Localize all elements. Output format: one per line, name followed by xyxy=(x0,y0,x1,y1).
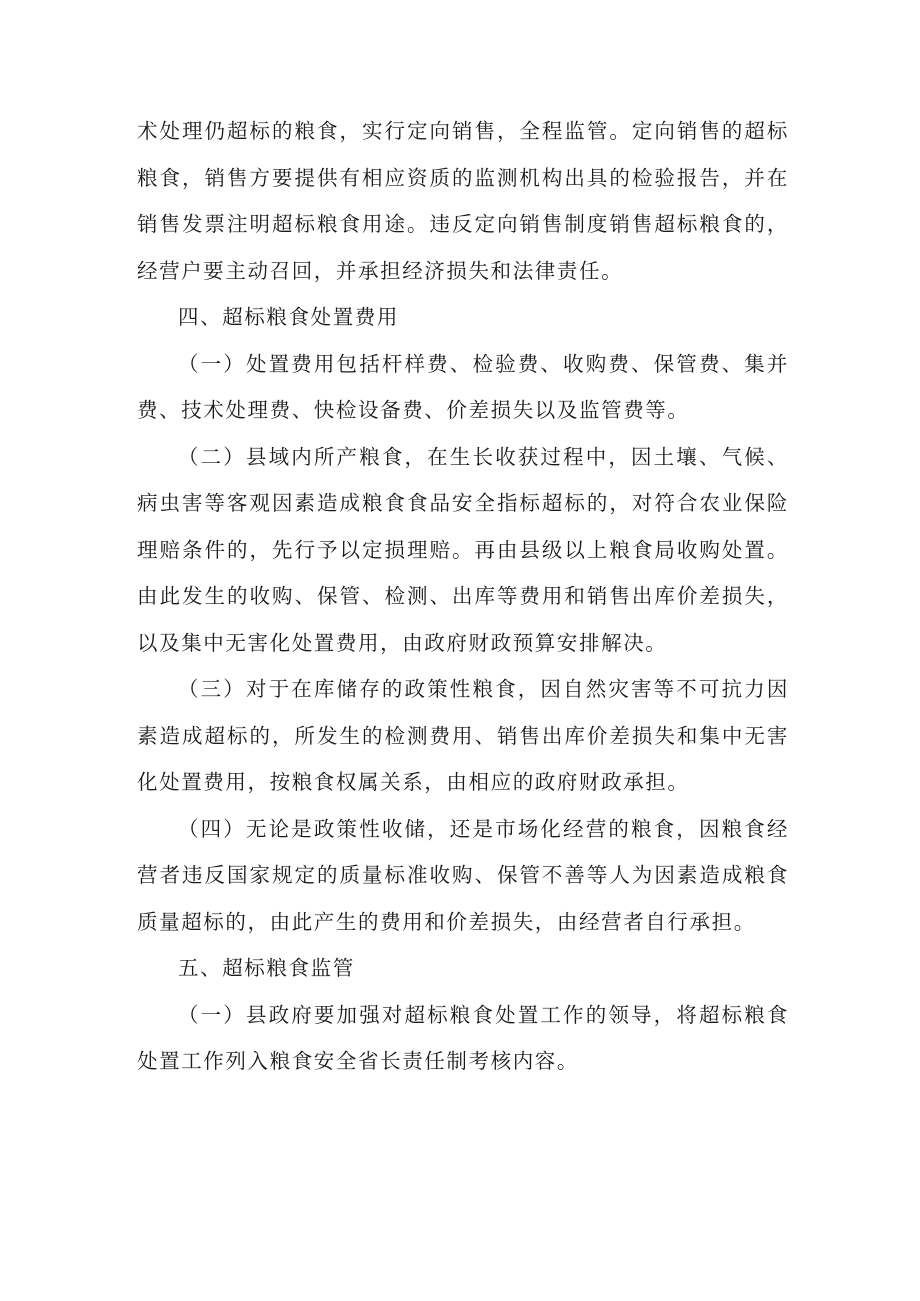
paragraph-4-3: （三）对于在库储存的政策性粮食，因自然灾害等不可抗力因素造成超标的，所发生的检测费用、销售出库价差损失和集中无害化处置费用，按粮食权属关系，由相应的政府财政承担。 xyxy=(137,677,789,794)
section-heading-4: 四、超标粮食处置费用 xyxy=(178,305,399,329)
paragraph-4-4: （四）无论是政策性收储，还是市场化经营的粮食，因粮食经营者违反国家规定的质量标准收购、保管不善等人为因素造成粮食质量超标的，由此产生的费用和价差损失，由经营者自行承担。 xyxy=(137,816,789,934)
document-body xyxy=(137,108,789,1085)
section-heading-5: 五、超标粮食监管 xyxy=(178,956,355,980)
paragraph-4-1: （一）处置费用包括杆样费、检验费、收购费、保管费、集并费、技术处理费、快检设备费、价差损失以及监管费等。 xyxy=(137,351,789,422)
paragraph-continued: 术处理仍超标的粮食，实行定向销售，全程监管。定向销售的超标粮食，销售方要提供有相应资质的监测机构出具的检验报告，并在销售发票注明超标粮食用途。违反定向销售制度销售超标粮食的，经营户要主动召回，并承担经济损失和法律责任。 xyxy=(137,119,789,283)
paragraph-4-2: （二）县域内所产粮食，在生长收获过程中，因土壤、气候、病虫害等客观因素造成粮食食品安全指标超标的，对符合农业保险理赔条件的，先行予以定损理赔。再由县级以上粮食局收购处置。由此发生的收购、保管、检测、出库等费用和销售出库价差损失，以及集中无害化处置费用，由政府财政预算安排解决。 xyxy=(137,444,789,655)
paragraph-5-1: （一）县政府要加强对超标粮食处置工作的领导，将超标粮食处置工作列入粮食安全省长责任制考核内容。 xyxy=(137,1002,789,1073)
